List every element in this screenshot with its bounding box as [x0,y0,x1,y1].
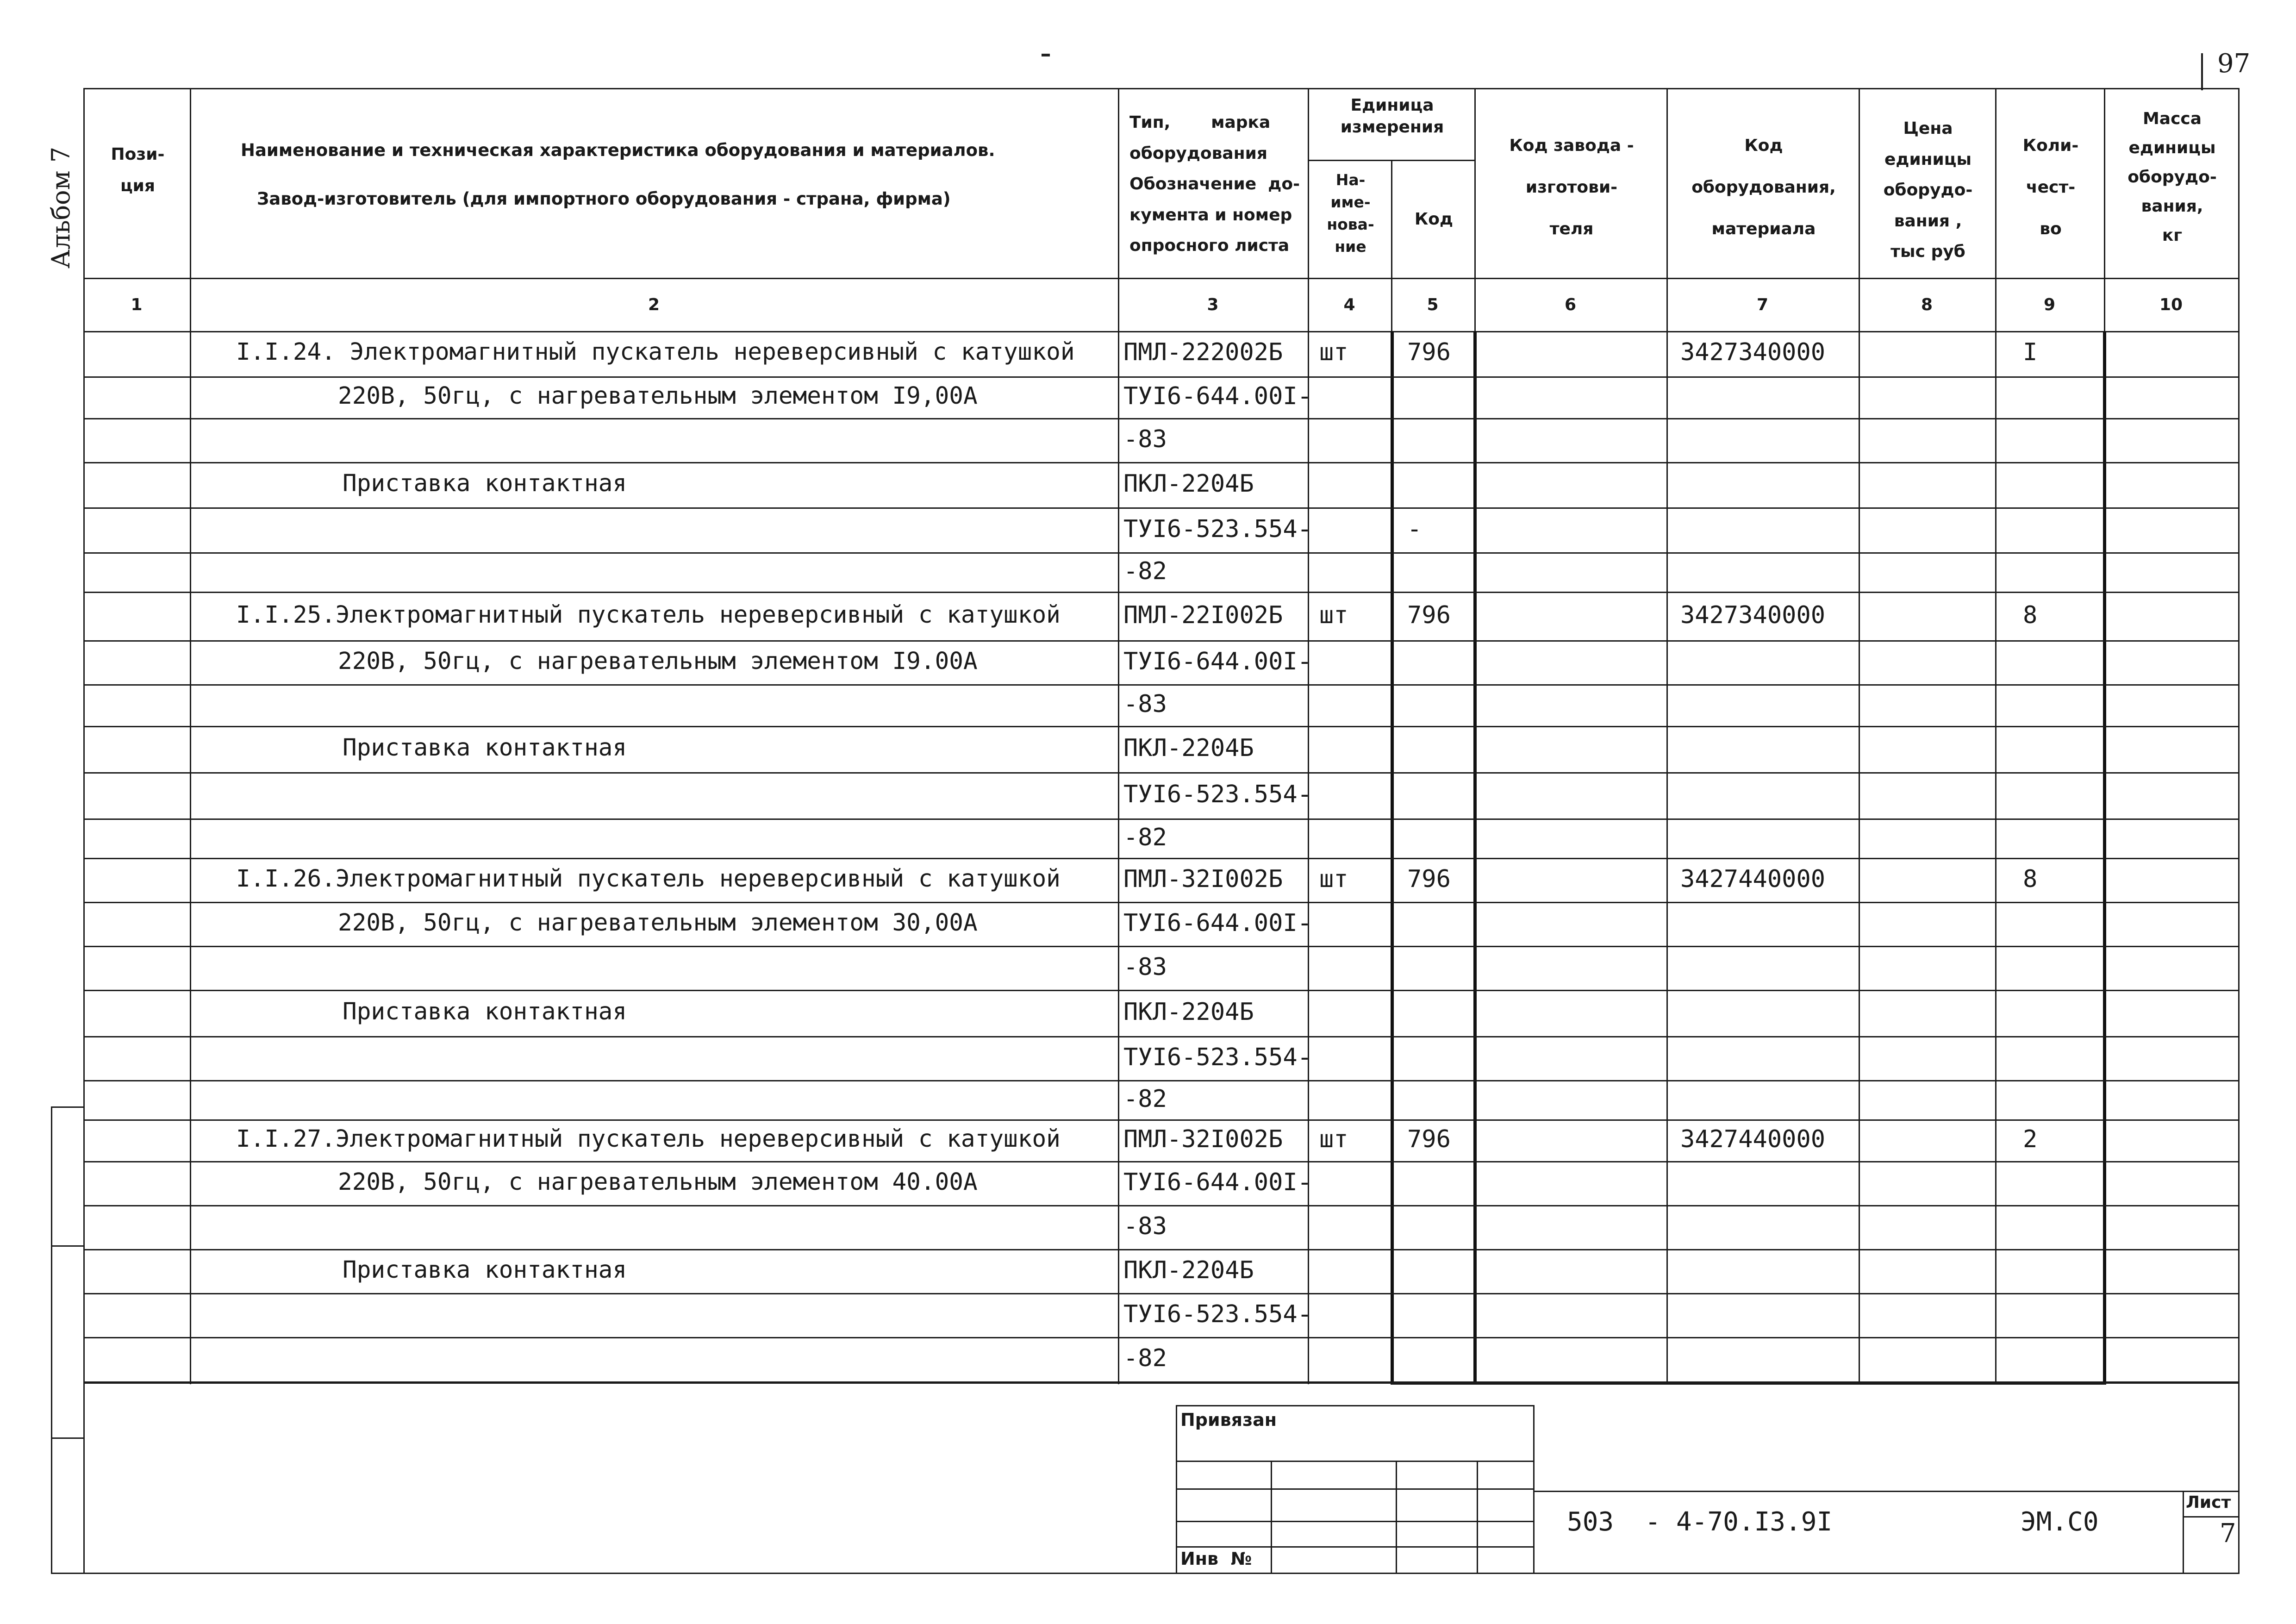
item-name: I.I.26.Электромагнитный пускатель нереверсивный с катушкой [236,865,1061,893]
item-type: ПМЛ-222002Б [1123,338,1283,366]
item-equipment-code: 3427340000 [1680,338,1826,366]
item-code: 796 [1407,338,1451,366]
titleblock-top [1533,1491,2238,1492]
table-row [83,419,2238,463]
page-number: 97 [2217,49,2251,79]
stamp-inv-no: Инв № [1180,1549,1252,1569]
item-type: ПМЛ-32I002Б [1123,865,1283,893]
table-row [83,1162,2238,1206]
header-col7: Код оборудования, материала [1691,136,1836,238]
colnum-10: 10 [2159,295,2183,314]
stamp-privyazan: Привязан [1180,1410,1277,1430]
header-col4: На- име- нова- ние [1327,171,1374,256]
header-col10: Масса единицы оборудо- вания, кг [2128,109,2217,245]
header-col45-group: Единица измерения [1340,96,1444,137]
table-row [83,1120,2238,1162]
item-quantity: 2 [2023,1125,2038,1153]
table-row [83,1037,2238,1081]
header-col2-line2: Завод-изготовитель (для импортного оборудования - страна, фирма) [257,189,951,209]
item-code: - [1407,515,1422,543]
item-type: ТУI6-644.00I- [1123,1168,1312,1196]
list-number: 7 [2220,1518,2236,1549]
item-type: -83 [1123,953,1167,981]
item-type: ПМЛ-32I002Б [1123,1125,1283,1153]
item-type: -82 [1123,823,1167,851]
table-row [83,508,2238,553]
item-type: -82 [1123,1344,1167,1372]
table-row [83,377,2238,419]
row-divider [83,1381,2238,1383]
table-row [83,1294,2238,1338]
unit-group-divider [1308,160,1476,161]
item-code: 796 [1407,1125,1451,1153]
margin-strip-top [51,1106,84,1108]
item-type: ПКЛ-2204Б [1123,470,1254,498]
colnum-5: 5 [1427,295,1439,314]
item-type: -82 [1123,557,1167,585]
item-type: ПМЛ-22I002Б [1123,601,1283,629]
item-name: Приставка контактная [343,470,627,497]
header-col9: Коли- чест- во [2022,136,2079,238]
item-type: ТУI6-523.554- [1123,1300,1312,1328]
item-type: ПКЛ-2204Б [1123,734,1254,762]
item-name: Приставка контактная [343,734,627,762]
item-name: 220В, 50гц, с нагревательным элементом I9,00А [338,382,978,410]
colnum-2: 2 [648,295,660,314]
colnum-6: 6 [1564,295,1577,314]
titleblock-list-sep [2183,1491,2184,1574]
table-row [83,331,2238,377]
stamp-col1 [1271,1461,1272,1574]
table-row [83,727,2238,773]
item-name: I.I.27.Электромагнитный пускатель нереверсивный с катушкой [236,1125,1061,1153]
item-type: ТУI6-644.00I- [1123,647,1312,675]
stamp-row1 [1176,1461,1535,1462]
item-quantity: 8 [2023,865,2038,893]
page-number-bar [2201,53,2203,90]
item-type: ТУI6-523.554- [1123,515,1312,543]
album-label: Альбом 7 [46,146,75,269]
table-top-border [83,88,2238,89]
table-row [83,593,2238,641]
item-code: 796 [1407,865,1451,893]
doc-code: 503 - 4-70.I3.9I [1567,1507,1833,1537]
table-row [83,1206,2238,1250]
item-equipment-code: 3427340000 [1680,601,1826,629]
item-name: 220В, 50гц, с нагревательным элементом I9.00А [338,647,978,675]
top-mark [1042,54,1050,56]
list-label: Лист [2186,1493,2231,1512]
colnum-3: 3 [1207,295,1219,314]
page-bottom-border [51,1573,2240,1574]
stamp-col2 [1396,1461,1397,1574]
table-row [83,1250,2238,1294]
item-type: -83 [1123,690,1167,718]
item-type: ТУI6-523.554- [1123,1043,1312,1071]
margin-strip-left [51,1106,52,1574]
item-type: -83 [1123,425,1167,453]
item-quantity: I [2023,338,2038,366]
item-name: Приставка контактная [343,998,627,1025]
header-col3: Тип, марка оборудования Обозначение до- кумента и номер опросного листа [1129,113,1300,256]
item-quantity: 8 [2023,601,2038,629]
header-col6: Код завода - изготови- теля [1509,136,1634,238]
sheet-code: ЭМ.С0 [2021,1507,2099,1537]
table-row [83,903,2238,947]
header-col1: Пози- ция [111,145,165,196]
margin-strip-mid2 [51,1437,84,1439]
table-row [83,685,2238,727]
titleblock-list-divider [2183,1516,2238,1518]
table-row [83,859,2238,903]
item-name: 220В, 50гц, с нагревательным элементом 40.00А [338,1168,978,1196]
item-equipment-code: 3427440000 [1680,865,1826,893]
item-name: 220В, 50гц, с нагревательным элементом 30,00А [338,909,978,937]
item-name: I.I.25.Электромагнитный пускатель нереверсивный с катушкой [236,601,1061,629]
stamp-top [1176,1405,1535,1406]
item-unit: шт [1319,1125,1348,1153]
item-type: -83 [1123,1212,1167,1240]
table-row [83,947,2238,991]
colnum-9: 9 [2043,295,2056,314]
item-unit: шт [1319,338,1348,366]
header-col2-line1: Наименование и техническая характеристика оборудования и материалов. [241,140,995,160]
header-bottom-border [83,278,2238,279]
table-right-border [2238,88,2240,1574]
colnum-8: 8 [1921,295,1933,314]
item-name: Приставка контактная [343,1256,627,1284]
table-row [83,819,2238,859]
table-row [83,773,2238,819]
item-type: ПКЛ-2204Б [1123,1256,1254,1284]
table-row [83,1081,2238,1120]
item-type: ТУI6-644.00I- [1123,382,1312,410]
colnum-4: 4 [1343,295,1355,314]
stamp-row2 [1176,1488,1535,1490]
header-col5: Код [1414,210,1454,229]
colnum-1: 1 [131,295,143,314]
item-code: 796 [1407,601,1451,629]
item-name: I.I.24. Электромагнитный пускатель нереверсивный с катушкой [236,338,1075,366]
header-col8: Цена единицы оборудо- вания , тыс руб [1883,119,1973,262]
stamp-row4 [1176,1546,1535,1548]
table-row [83,991,2238,1037]
table-row [83,463,2238,508]
item-type: ТУI6-644.00I- [1123,909,1312,937]
colnum-7: 7 [1756,295,1769,314]
margin-strip-mid1 [51,1245,84,1247]
item-unit: шт [1319,601,1348,629]
item-type: -82 [1123,1085,1167,1113]
table-row [83,553,2238,593]
table-row [83,641,2238,685]
stamp-row3 [1176,1521,1535,1522]
item-type: ТУI6-523.554- [1123,781,1312,808]
item-type: ПКЛ-2204Б [1123,998,1254,1026]
table-row [83,1338,2238,1382]
stamp-col3 [1477,1461,1478,1574]
item-equipment-code: 3427440000 [1680,1125,1826,1153]
item-unit: шт [1319,865,1348,893]
